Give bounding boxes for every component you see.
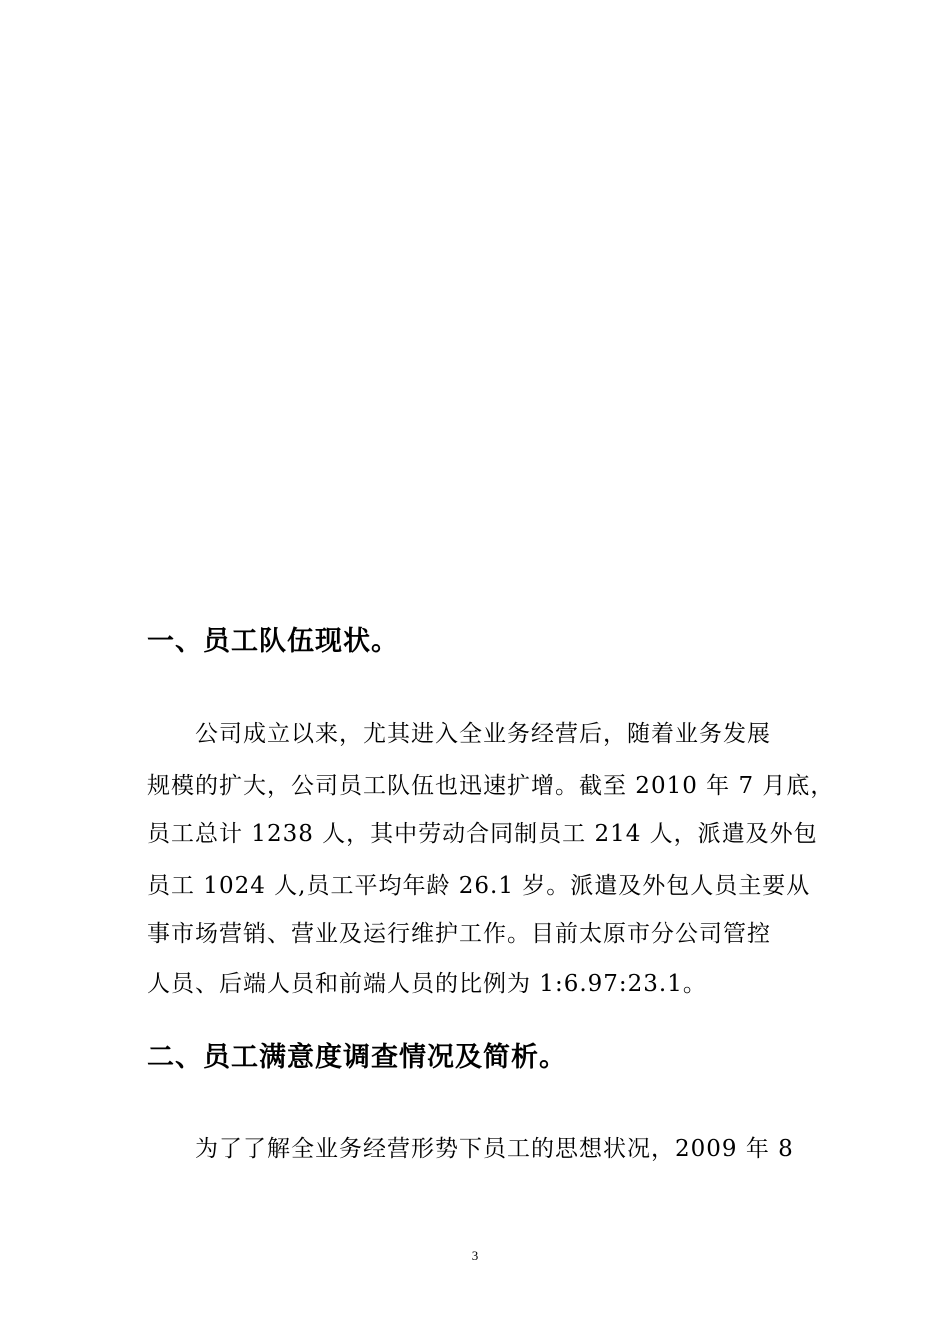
paragraph-line: 公司成立以来，尤其进入全业务经营后，随着业务发展 (195, 721, 771, 747)
paragraph-line: 事市场营销、营业及运行维护工作。目前太原市分公司管控 (147, 921, 771, 947)
paragraph-line: 人员、后端人员和前端人员的比例为 1:6.97:23.1。 (147, 971, 707, 997)
paragraph-line: 为了了解全业务经营形势下员工的思想状况，2009 年 8 (195, 1136, 794, 1162)
section-heading-1: 一、员工队伍现状。 (147, 626, 399, 657)
page-number: 3 (471, 1248, 479, 1263)
paragraph-line: 员工 1024 人,员工平均年龄 26.1 岁。派遣及外包人员主要从 (147, 873, 811, 899)
paragraph-line: 员工总计 1238 人，其中劳动合同制员工 214 人，派遣及外包 (147, 821, 818, 847)
paragraph-line: 规模的扩大，公司员工队伍也迅速扩增。截至 2010 年 7 月底， (147, 773, 835, 799)
section-heading-2: 二、员工满意度调查情况及简析。 (147, 1042, 567, 1073)
